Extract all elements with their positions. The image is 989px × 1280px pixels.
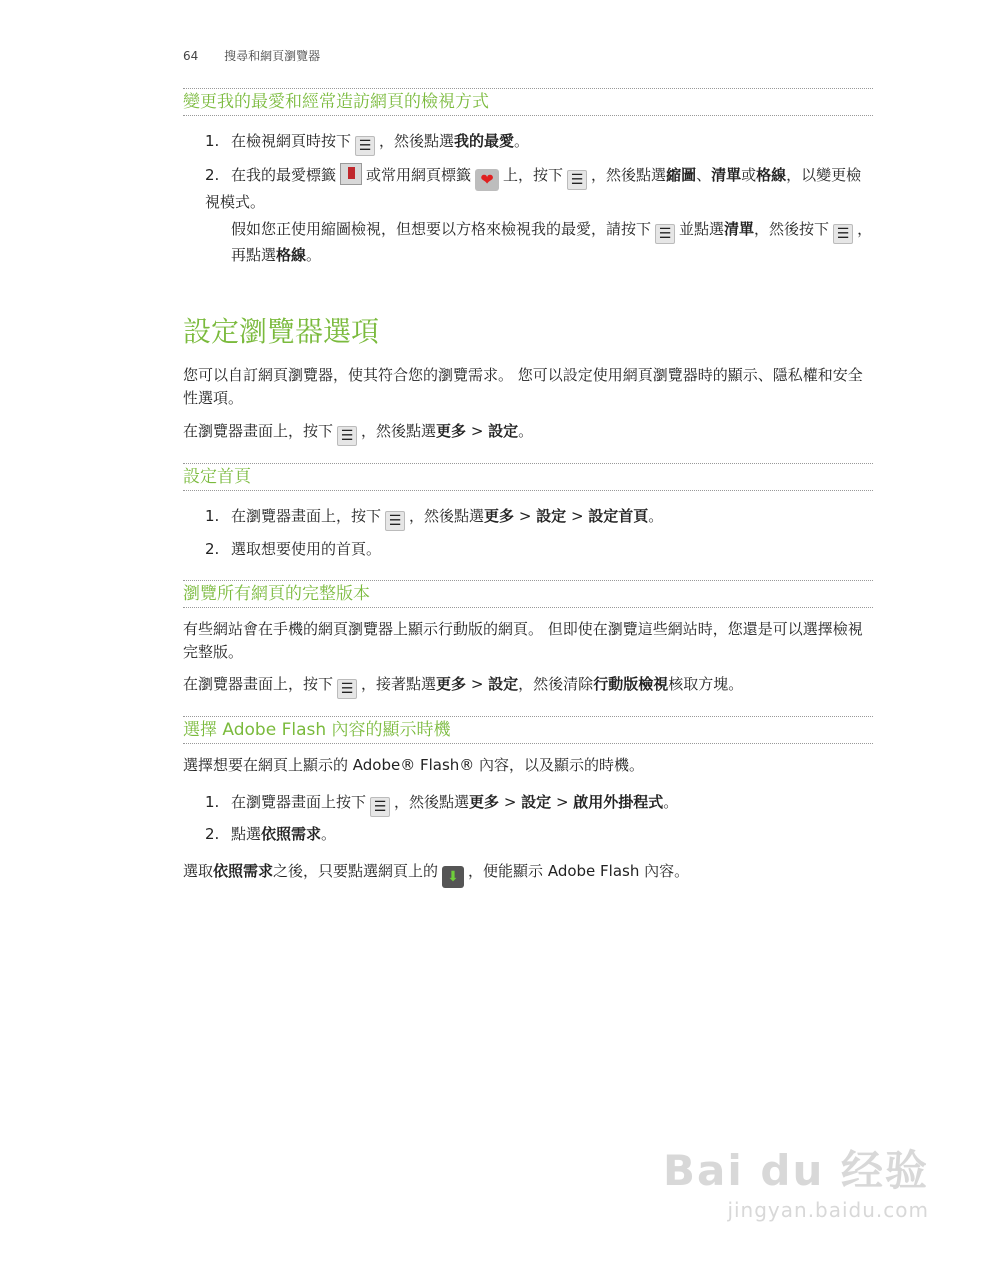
ui-term: 設定 [488,422,519,440]
text: ，再點選 [231,220,873,264]
list-number: 2. [205,166,220,184]
ui-term: 更多 [436,422,467,440]
menu-icon: ☰ [833,224,853,244]
menu-icon: ☰ [370,797,390,817]
list-item [205,791,875,817]
list-item [205,163,875,214]
text: 或常用網頁標籤 [366,166,472,184]
text: 選取想要使用的首頁。 [231,540,382,558]
note-paragraph [231,218,876,267]
text: 。 [321,825,337,843]
ui-term: 清單 [711,166,742,184]
text: ，接著點選 [361,675,437,693]
ui-term: 依照需求 [213,862,274,880]
text: 。 [663,793,679,811]
menu-icon: ☰ [337,426,357,446]
ui-term: 啟用外掛程式 [573,793,664,811]
list-item [205,823,875,846]
text: ，然後清除 [518,675,594,693]
list-number: 2. [205,540,220,558]
text: 點選 [231,825,262,843]
text: 在檢視網頁時按下 [231,132,352,150]
text: ，然後點選 [591,166,667,184]
bookmark-tab-icon [340,163,362,185]
section-heading-homepage: 設定首頁 [183,463,873,491]
text: 。 [518,422,534,440]
ui-term: 設定 [536,507,567,525]
section-heading-full-version: 瀏覽所有網頁的完整版本 [183,580,873,608]
baidu-watermark [663,1138,929,1222]
text: > [466,422,489,440]
text: 在我的最愛標籤 [231,166,337,184]
text: 、 [696,166,712,184]
flash-download-icon: ⬇ [442,866,464,888]
paragraph [183,420,873,446]
ui-term: 設定首頁 [588,507,649,525]
page-number: 64 [183,49,199,63]
ui-term: 清單 [724,220,755,238]
ui-term: 更多 [484,507,515,525]
text: 上，按下 [503,166,564,184]
text: 。 [648,507,664,525]
paragraph: 選擇想要在網頁上顯示的 Adobe® Flash® 內容，以及顯示的時機。 [183,756,645,774]
text: 或 [741,166,757,184]
most-visited-tab-icon: ❤ [475,169,499,191]
text: ，便能顯示 Adobe Flash 內容。 [468,862,690,880]
text: > [514,507,537,525]
text: ，然後點選 [409,507,485,525]
text: ，然後按下 [754,220,830,238]
page-header [183,47,320,64]
text: 在瀏覽器畫面上按下 [231,793,367,811]
text: 假如您正使用縮圖檢視，但想要以方格來檢視我的最愛，請按下 [231,220,652,238]
list-number: 1. [205,507,220,525]
text: 。 [306,246,322,264]
ui-term: 格線 [276,246,307,264]
watermark-url: jingyan.baidu.com [727,1198,929,1222]
ui-term: 縮圖 [666,166,697,184]
ui-term: 依照需求 [261,825,322,843]
ui-term: 行動版檢視 [593,675,669,693]
paragraph [183,673,873,699]
paragraph: 有些網站會在手機的網頁瀏覽器上顯示行動版的網頁。 但即使在瀏覽這些網站時，您還是可以選擇檢視完整版。 [183,620,863,661]
paragraph [183,860,873,888]
text: ，然後點選 [394,793,470,811]
list-item [205,130,875,156]
list-number: 1. [205,132,220,150]
text: 在瀏覽器畫面上，按下 [231,507,382,525]
watermark-brand: Bai du 经验 [663,1146,929,1195]
menu-icon: ☰ [337,679,357,699]
list-item [205,538,875,561]
text: ，以變更檢視模式。 [205,166,862,211]
list-item [205,505,875,531]
text: ，然後點選 [361,422,437,440]
text: > [499,793,522,811]
text: 在瀏覽器畫面上，按下 [183,675,334,693]
text: 之後，只要點選網頁上的 [273,862,439,880]
text: > [466,675,489,693]
ui-term: 我的最愛 [454,132,515,150]
menu-icon: ☰ [385,511,405,531]
menu-icon: ☰ [355,136,375,156]
list-number: 2. [205,825,220,843]
ui-term: 設定 [488,675,519,693]
text: 並點選 [679,220,725,238]
chapter-heading: 設定瀏覽器選項 [183,315,380,348]
section-heading-flash: 選擇 Adobe Flash 內容的顯示時機 [183,716,873,744]
chapter-title: 搜尋和網頁瀏覽器 [224,49,321,63]
ui-term: 設定 [521,793,552,811]
ui-term: 格線 [756,166,787,184]
text: 。 [514,132,530,150]
text: 在瀏覽器畫面上，按下 [183,422,334,440]
ui-term: 更多 [436,675,467,693]
text: > [566,507,589,525]
section-heading-view-mode: 變更我的最愛和經常造訪網頁的檢視方式 [183,88,873,116]
ui-term: 更多 [469,793,500,811]
paragraph: 您可以自訂網頁瀏覽器，使其符合您的瀏覽需求。 您可以設定使用網頁瀏覽器時的顯示、隱私權和安全性選項。 [183,366,863,407]
list-number: 1. [205,793,220,811]
text: ，然後點選 [379,132,455,150]
text: 核取方塊。 [668,675,744,693]
menu-icon: ☰ [655,224,675,244]
menu-icon: ☰ [567,170,587,190]
text: > [551,793,574,811]
text: 選取 [183,862,214,880]
